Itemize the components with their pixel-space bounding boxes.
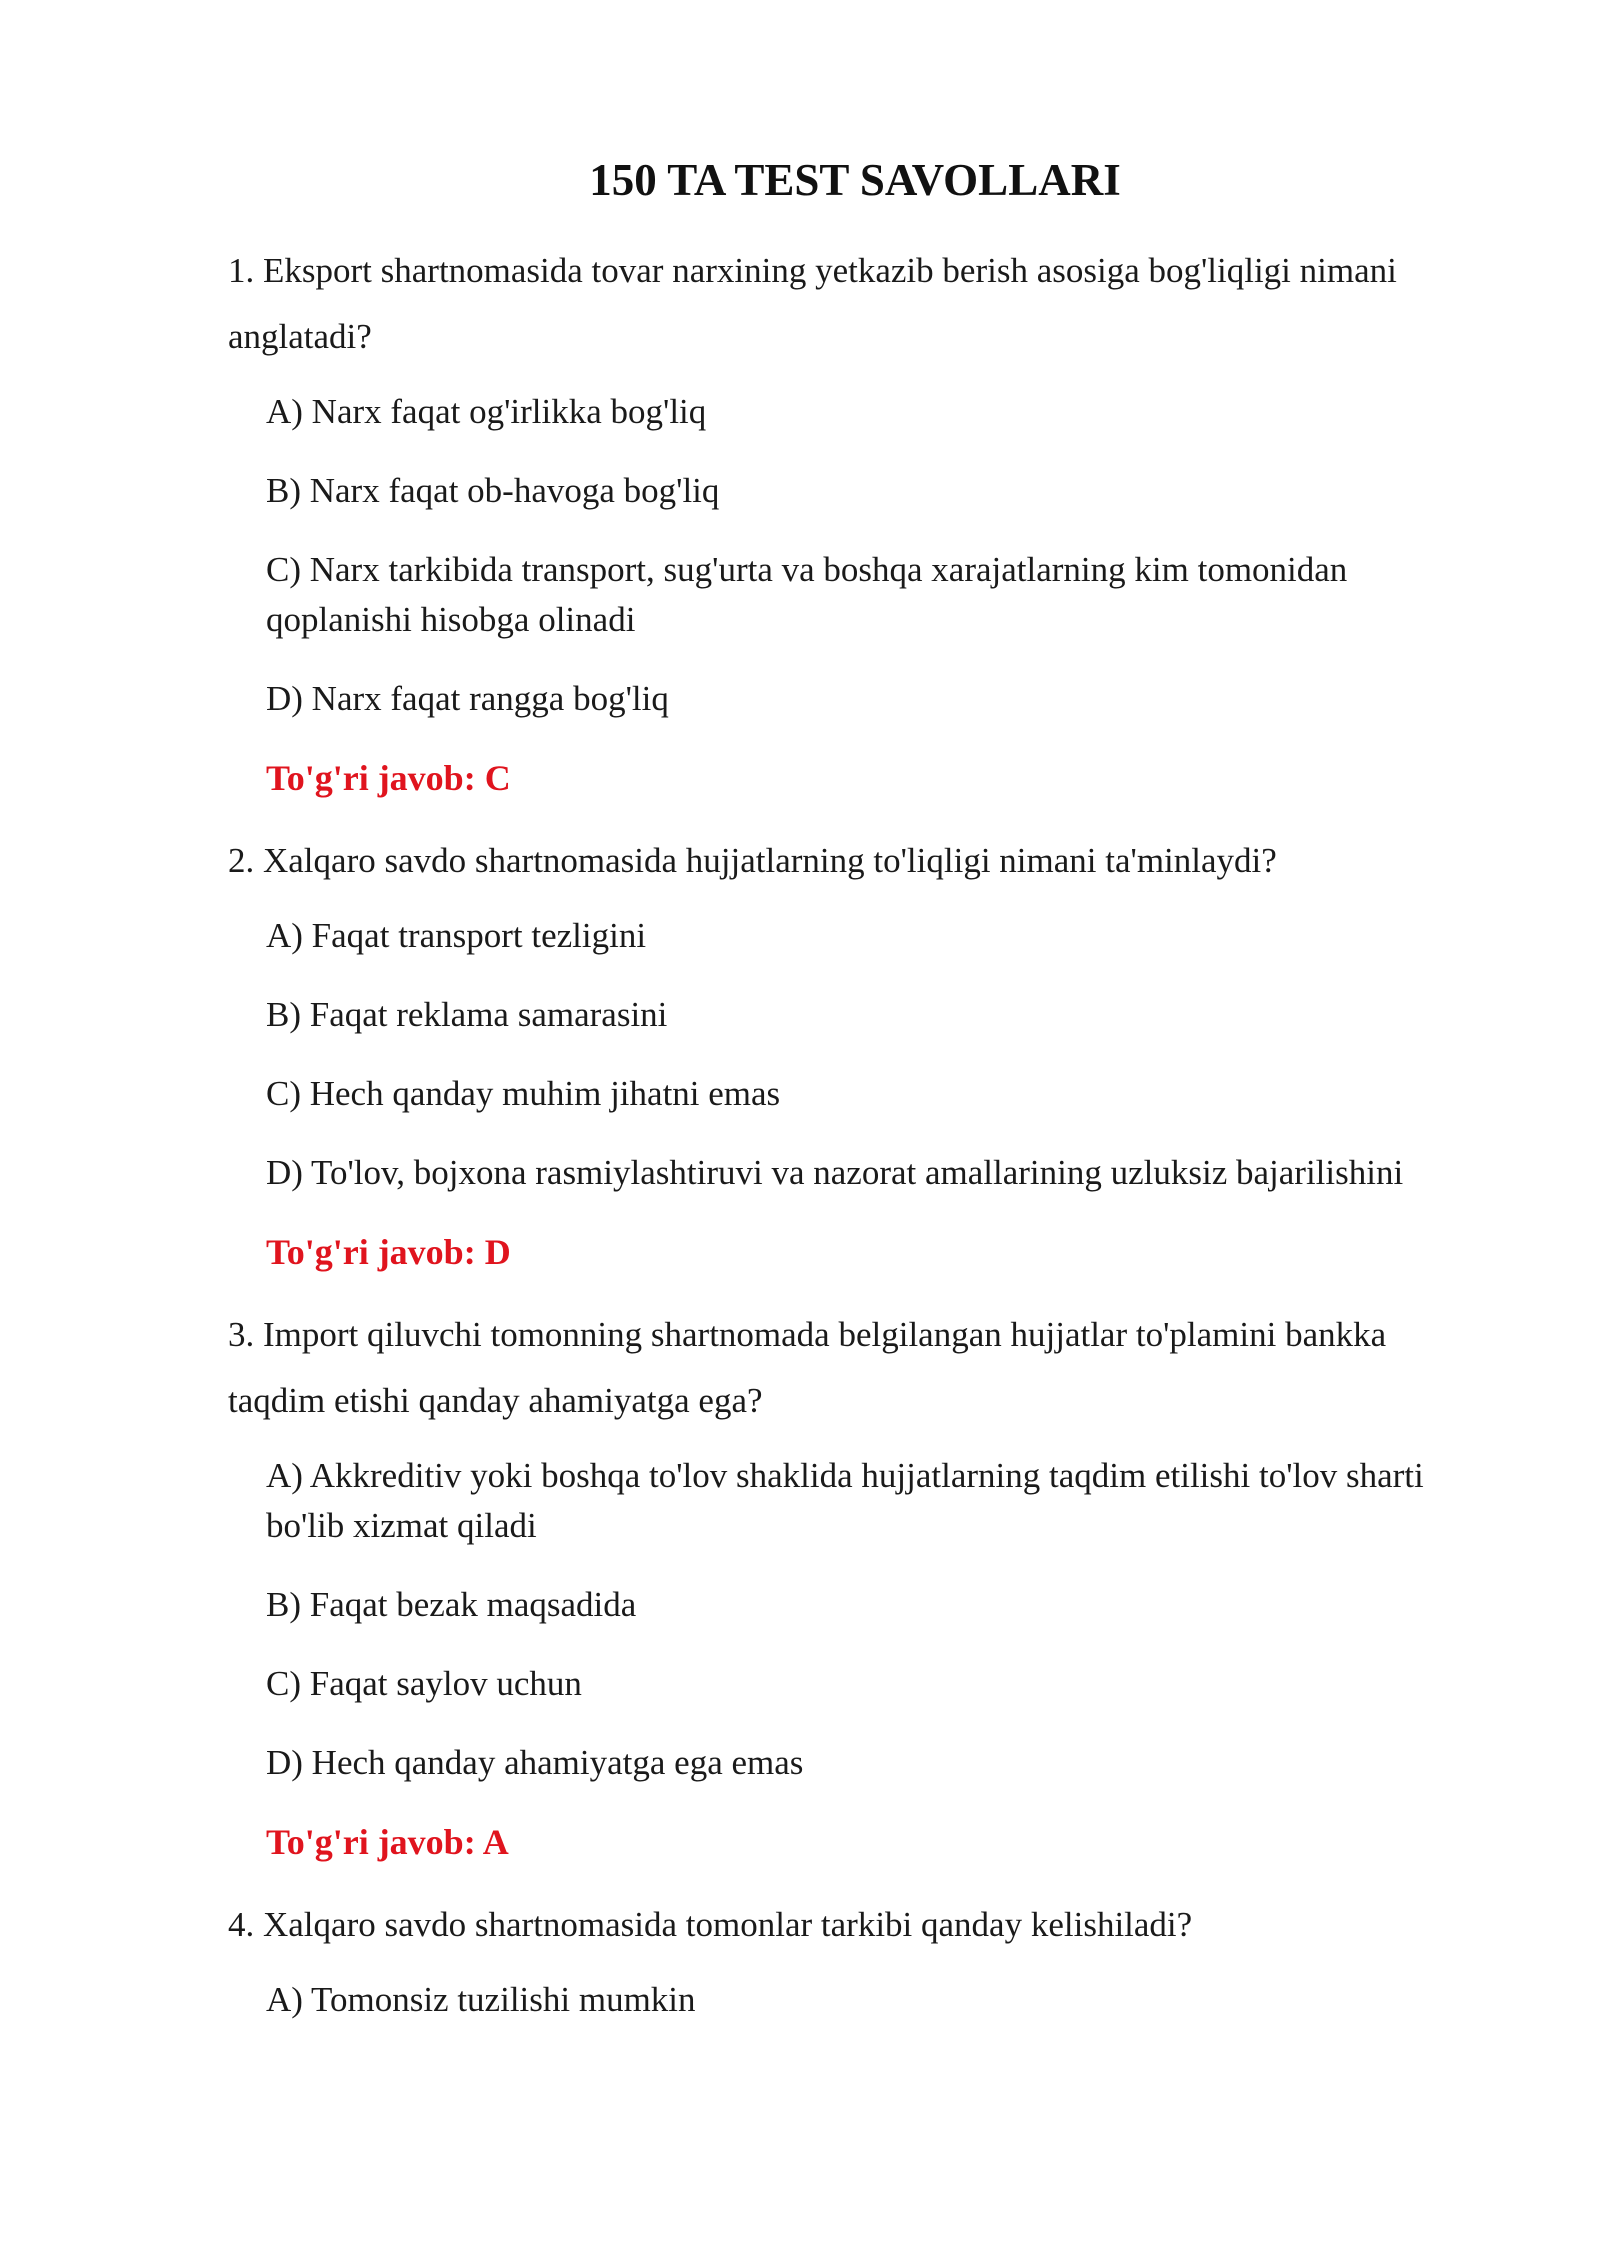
question-3 [228, 1302, 1488, 1867]
option-a: A) Akkreditiv yoki boshqa to'lov shaklida hujjatlarning taqdim etilishi to'lov sharti bo'lib xizmat qiladi [266, 1456, 1424, 1545]
option-c: C) Narx tarkibida transport, sug'urta va boshqa xarajatlarning kim tomonidan qoplanishi hisobga olinadi [266, 550, 1348, 639]
document-title: 150 TA TEST SAVOLLARI [589, 155, 1121, 205]
question-text: 2. Xalqaro savdo shartnomasida hujjatlarning to'liqligi nimani ta'minlaydi? [228, 841, 1277, 880]
option-list [228, 384, 1488, 724]
option-d: D) To'lov, bojxona rasmiylashtiruvi va nazorat amallarining uzluksiz bajarilishini [266, 1153, 1404, 1192]
option-b: B) Faqat reklama samarasini [266, 995, 668, 1034]
option-d: D) Narx faqat rangga bog'liq [266, 679, 669, 718]
question-4 [228, 1892, 1488, 2025]
option-b: B) Narx faqat ob-havoga bog'liq [266, 471, 720, 510]
correct-answer: To'g'ri javob: C [266, 758, 511, 798]
correct-answer: To'g'ri javob: A [266, 1822, 509, 1862]
option-c: C) Hech qanday muhim jihatni emas [266, 1074, 781, 1113]
option-a: A) Narx faqat og'irlikka bog'liq [266, 392, 707, 431]
option-c: C) Faqat saylov uchun [266, 1664, 582, 1703]
question-text: 4. Xalqaro savdo shartnomasida tomonlar tarkibi qanday kelishiladi? [228, 1905, 1193, 1944]
option-list [228, 908, 1488, 1198]
option-a: A) Faqat transport tezligini [266, 916, 647, 955]
question-list [228, 238, 1488, 2051]
question-text: 1. Eksport shartnomasida tovar narxining yetkazib berish asosiga bog'liqligi nimani anglatadi? [228, 251, 1397, 356]
option-list [228, 1448, 1488, 1788]
question-2 [228, 828, 1488, 1277]
option-a: A) Tomonsiz tuzilishi mumkin [266, 1980, 696, 2019]
option-list [228, 1972, 1488, 2025]
correct-answer: To'g'ri javob: D [266, 1232, 511, 1272]
option-b: B) Faqat bezak maqsadida [266, 1585, 637, 1624]
option-d: D) Hech qanday ahamiyatga ega emas [266, 1743, 804, 1782]
question-text: 3. Import qiluvchi tomonning shartnomada belgilangan hujjatlar to'plamini bankka taqdim etishi qanday ahamiyatga ega? [228, 1315, 1387, 1420]
question-1 [228, 238, 1488, 803]
